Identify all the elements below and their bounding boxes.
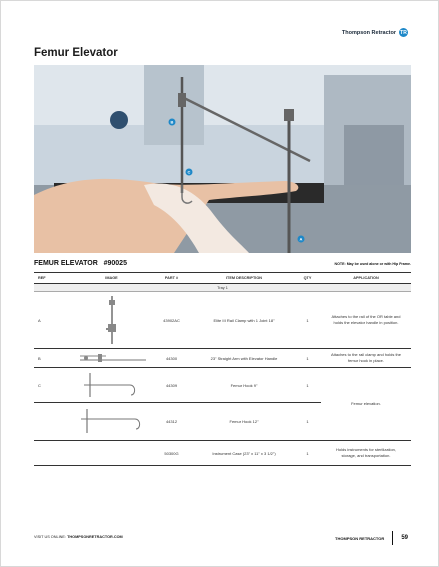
product-heading (34, 260, 411, 267)
row-image (74, 441, 149, 466)
row-description: Femur Hook 12" (194, 403, 294, 441)
page-title: Femur Elevator (34, 47, 118, 59)
parts-table (34, 272, 411, 466)
row-ref (34, 403, 74, 441)
brand-name: Thompson Retractor (341, 29, 396, 36)
product-note: NOTE: May be used alone or with Hip Frame. (334, 262, 411, 266)
row-part: 43902AC (149, 292, 194, 349)
row-qty: 1 (294, 441, 321, 466)
marker-a (298, 236, 305, 243)
col-ref: REF (34, 273, 74, 284)
table-header-row (34, 273, 411, 284)
row-description: 23" Straight Arm with Elevator Handle (194, 349, 294, 368)
row-description: Femur Hook 9" (194, 368, 294, 403)
table-row (34, 368, 411, 403)
row-qty: 1 (294, 368, 321, 403)
femur-hook-12-image (79, 407, 145, 435)
row-ref: B (34, 349, 74, 368)
product-name: FEMUR ELEVATOR #90025 (34, 260, 127, 267)
marker-b (169, 119, 176, 126)
row-image (74, 349, 149, 368)
table-row (34, 292, 411, 349)
brand-logo-icon: TR (400, 29, 407, 36)
femur-hook-9-image (82, 371, 142, 399)
row-image (74, 403, 149, 441)
row-image (74, 292, 149, 349)
row-application: Femur elevation. (321, 368, 411, 441)
svg-text:A: A (299, 236, 303, 242)
col-application: APPLICATION (321, 273, 411, 284)
svg-text:C: C (187, 169, 191, 175)
col-image: IMAGE (74, 273, 149, 284)
footer-divider (392, 531, 393, 545)
tray-label: Tray 1 (34, 284, 411, 292)
table-row (34, 349, 411, 368)
marker-c (186, 169, 193, 176)
row-ref: A (34, 292, 74, 349)
table-row (34, 441, 411, 466)
brand-logo (342, 28, 408, 37)
svg-text:B: B (170, 119, 174, 125)
col-description: ITEM DESCRIPTION (194, 273, 294, 284)
row-application: Attaches to the rail clamp and holds the femur hook in place. (321, 349, 411, 368)
col-qty: QTY (294, 273, 321, 284)
product-photo (34, 65, 411, 253)
row-qty: 1 (294, 349, 321, 368)
row-description: Elite III Rail Clamp with 1 Joint 18" (194, 292, 294, 349)
footer-visit-label: VISIT US ONLINE: (34, 535, 67, 539)
row-part: 44300 (149, 349, 194, 368)
row-part: 44309 (149, 368, 194, 403)
row-application: Attaches to the rail of the OR table and holds the elevator handle in position. (321, 292, 411, 349)
row-description: Instrument Case (23" x 11" x 3 1/2") (194, 441, 294, 466)
row-image (74, 368, 149, 403)
straight-arm-image (76, 351, 148, 365)
row-ref: C (34, 368, 74, 403)
row-qty: 1 (294, 403, 321, 441)
rail-clamp-image (102, 294, 122, 346)
footer-url-link[interactable]: THOMPSONRETRACTOR.COM (67, 535, 123, 539)
row-part: 44312 (149, 403, 194, 441)
tray-row (34, 284, 411, 292)
row-application: Holds instruments for sterilization, storage, and transportation. (321, 441, 411, 466)
page-number: 59 (401, 535, 408, 541)
footer-website (34, 535, 123, 539)
row-part: 50300G (149, 441, 194, 466)
row-ref (34, 441, 74, 466)
footer-brand: THOMPSON RETRACTOR (335, 535, 385, 541)
operating-room-illustration (34, 65, 411, 253)
col-part: PART # (149, 273, 194, 284)
footer-brand-block (335, 531, 408, 545)
row-qty: 1 (294, 292, 321, 349)
